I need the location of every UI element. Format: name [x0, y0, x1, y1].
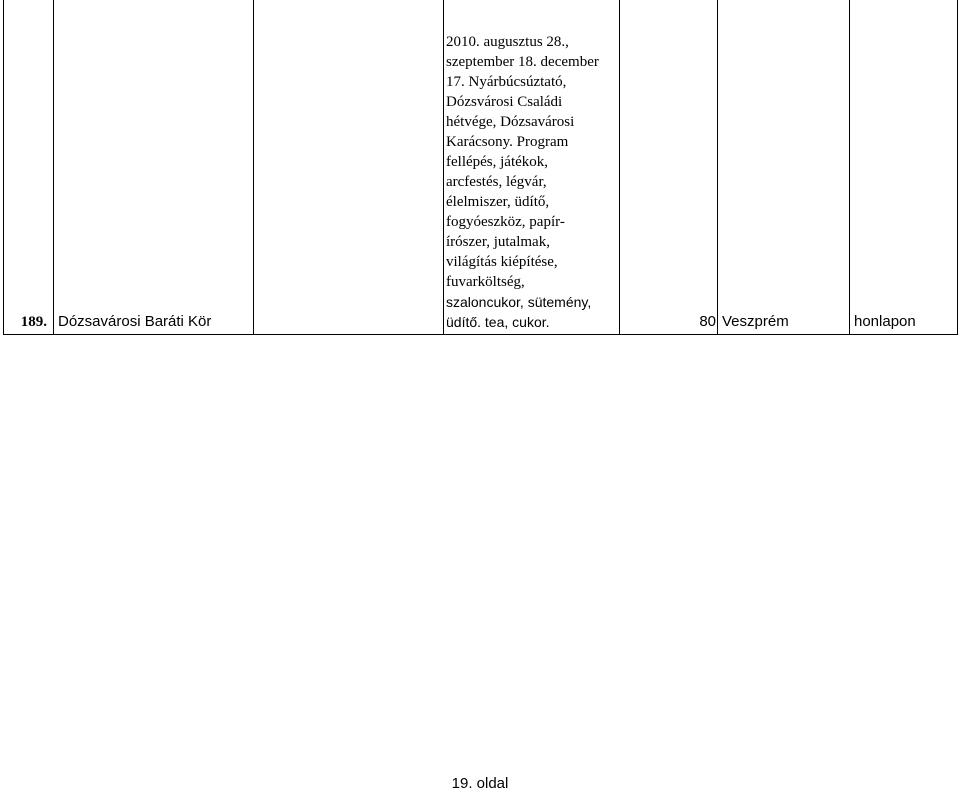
description-line: írószer, jutalmak, — [446, 234, 550, 250]
page-number: 19. oldal — [451, 775, 509, 792]
description-line: üdítő. tea, cukor. — [446, 314, 550, 330]
description-line: szaloncukor, sütemény, — [446, 294, 592, 310]
grant-amount: 80 — [620, 0, 718, 335]
description-line: arcfestés, légvár, — [446, 174, 547, 190]
description-line: Dózsvárosi Családi — [446, 94, 563, 110]
grant-table — [3, 0, 958, 335]
description-line: élelmiszer, üdítő, — [446, 194, 550, 210]
publication-place: honlapon — [850, 0, 958, 335]
empty-cell — [254, 0, 444, 335]
description-line: világítás kiépítése, — [446, 254, 558, 270]
description-line: 2010. augusztus 28., — [446, 34, 569, 50]
description-line: Karácsony. Program — [446, 134, 569, 150]
organization-name: Dózsavárosi Baráti Kör — [54, 0, 254, 335]
table-row — [4, 0, 958, 335]
description-line: fuvarköltség, — [446, 274, 525, 290]
description-line: hétvége, Dózsavárosi — [446, 114, 575, 130]
description-line: 17. Nyárbúcsúztató, — [446, 74, 567, 90]
description-line: szeptember 18. december — [446, 54, 599, 70]
description-line: fellépés, játékok, — [446, 154, 549, 170]
program-description — [444, 0, 620, 335]
row-number: 189. — [4, 0, 54, 335]
city-name: Veszprém — [718, 0, 850, 335]
description-line: fogyóeszköz, papír- — [446, 214, 565, 230]
